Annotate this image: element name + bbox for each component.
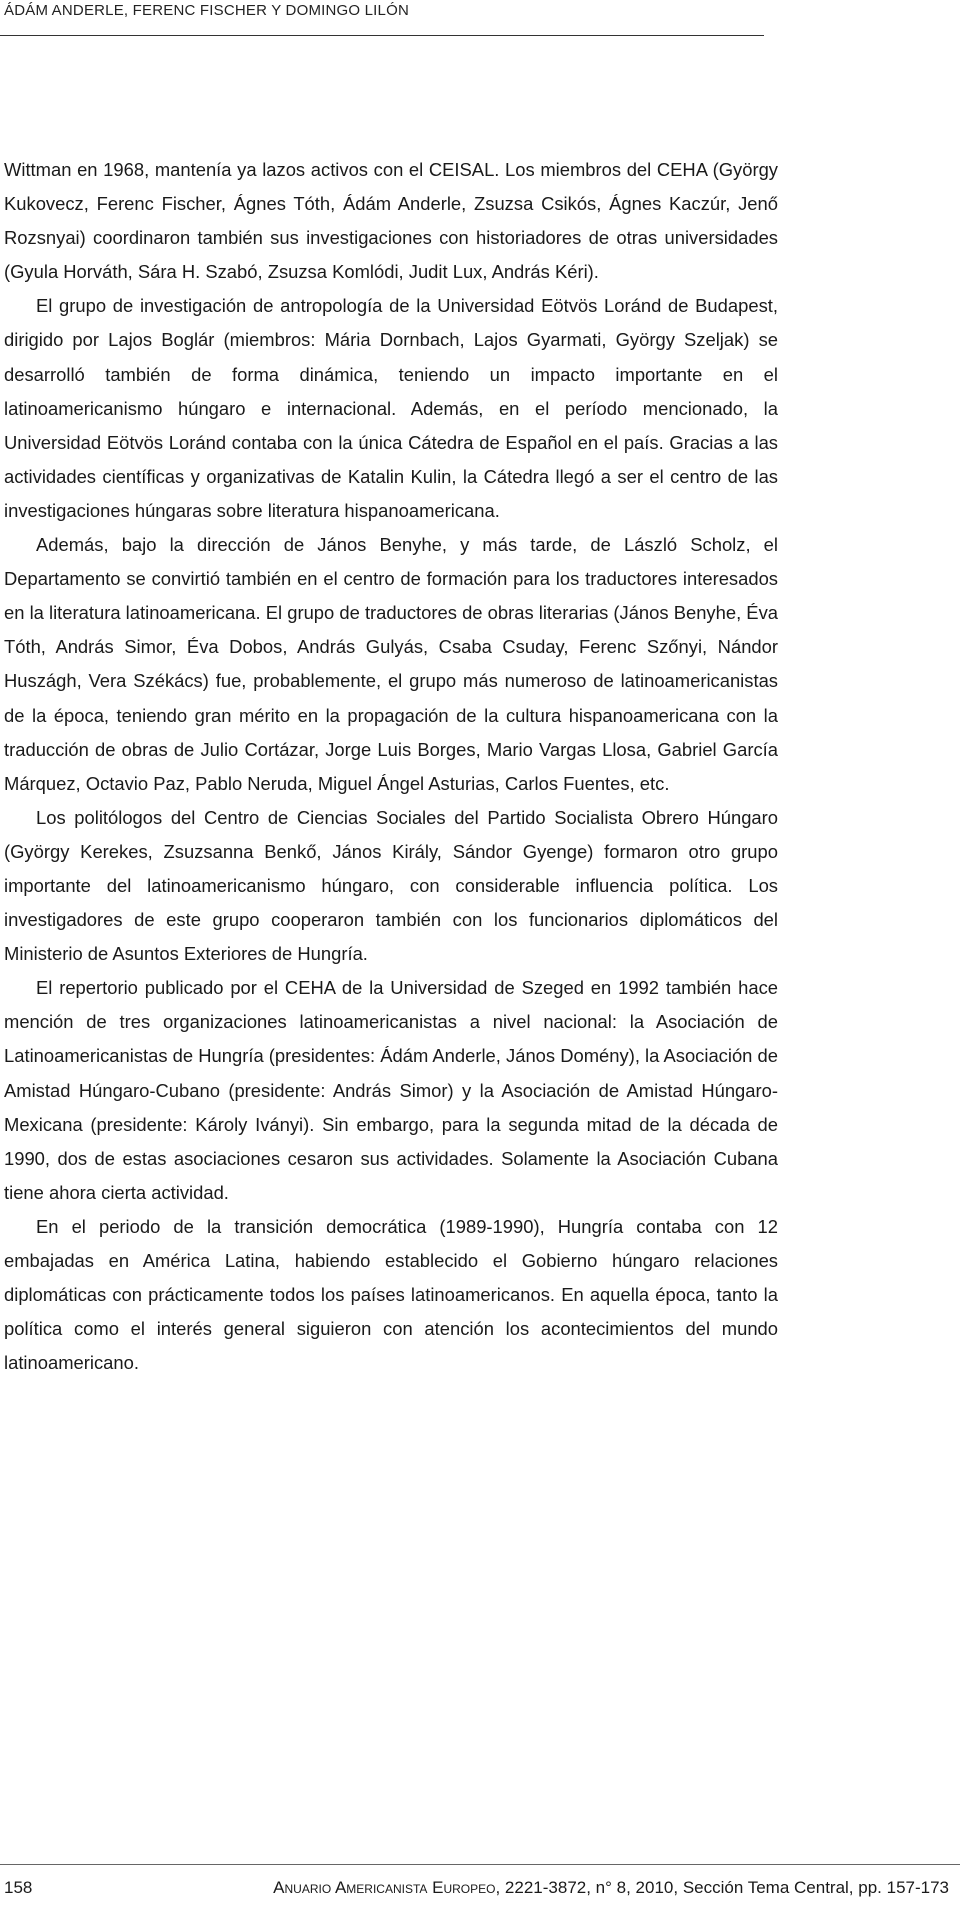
running-header-authors: ÁDÁM ANDERLE, FERENC FISCHER Y DOMINGO LILÓN [4,2,409,19]
paragraph-5: El repertorio publicado por el CEHA de la Universidad de Szeged en 1992 también hace mención de tres organizaciones latinoamericanistas a nivel nacional: la Asociación de Latinoamericanistas de Hungría (presidentes: Ádám Anderle, János Domény), la Asociación de Amistad Húngaro-Cubano (presidente: András Simor) y la Asociación de Amistad Húngaro-Mexicana (presidente: Károly Iványi). Sin embargo, para la segunda mitad de la década de 1990, dos de estas asociaciones cesaron sus actividades. Solamente la Asociación Cubana tiene ahora cierta actividad. [4,977,778,1203]
paragraph-3: Además, bajo la dirección de János Benyhe, y más tarde, de László Scholz, el Departamento se convirtió también en el centro de formación para los traductores interesados en la literatura latinoamericana. El grupo de traductores de obras literarias (János Benyhe, Éva Tóth, András Simor, Éva Dobos, András Gulyás, Csaba Csuday, Ferenc Szőnyi, Nándor Huszágh, Vera Székács) fue, probablemente, el grupo más numeroso de latinoamericanistas de la época, teniendo gran mérito en la propagación de la cultura hispanoamericana con la traducción de obras de Julio Cortázar, Jorge Luis Borges, Mario Vargas Llosa, Gabriel García Márquez, Octavio Paz, Pablo Neruda, Miguel Ángel Asturias, Carlos Fuentes, etc. [4,534,778,794]
page-number: 158 [4,1878,33,1897]
paragraph-1: Wittman en 1968, mantenía ya lazos activos con el CEISAL. Los miembros del CEHA (György Kukovecz, Ferenc Fischer, Ágnes Tóth, Ádám Anderle, Zsuzsa Csikós, Ágnes Kaczúr, Jenő Rozsnyai) coordinaron también sus investigaciones con historiadores de otras universidades (Gyula Horváth, Sára H. Szabó, Zsuzsa Komlódi, Judit Lux, András Kéri). [4,159,778,283]
paragraph-2: El grupo de investigación de antropología de la Universidad Eötvös Loránd de Budapest, dirigido por Lajos Boglár (miembros: Mária Dornbach, Lajos Gyarmati, György Szeljak) se desarrolló también de forma dinámica, teniendo un impacto importante en el latinoamericanismo húngaro e internacional. Además, en el período mencionado, la Universidad Eötvös Loránd contaba con la única Cátedra de Español en el país. Gracias a las actividades científicas y organizativas de Katalin Kulin, la Cátedra llegó a ser el centro de las investigaciones húngaras sobre literatura hispanoamericana. [4,295,778,521]
body-text [4,153,778,1380]
header-rule [0,35,764,36]
footer-rule [0,1864,960,1865]
journal-name: Anuario Americanista Europeo [273,1878,496,1897]
journal-citation [273,1878,949,1898]
paragraph-4: Los politólogos del Centro de Ciencias Sociales del Partido Socialista Obrero Húngaro (György Kerekes, Zsuzsanna Benkő, János Király, Sándor Gyenge) formaron otro grupo importante del latinoamericanismo húngaro, con considerable influencia política. Los investigadores de este grupo cooperaron también con los funcionarios diplomáticos del Ministerio de Asuntos Exteriores de Hungría. [4,806,778,965]
paragraph-6: En el periodo de la transición democrática (1989-1990), Hungría contaba con 12 embajadas en América Latina, habiendo establecido el Gobierno húngaro relaciones diplomáticas con prácticamente todos los países latinoamericanos. En aquella época, tanto la política como el interés general siguieron con atención los acontecimientos del mundo latinoamericano. [4,1215,778,1374]
journal-details: , 2221-3872, n° 8, 2010, Sección Tema Central, pp. 157-173 [495,1878,949,1897]
